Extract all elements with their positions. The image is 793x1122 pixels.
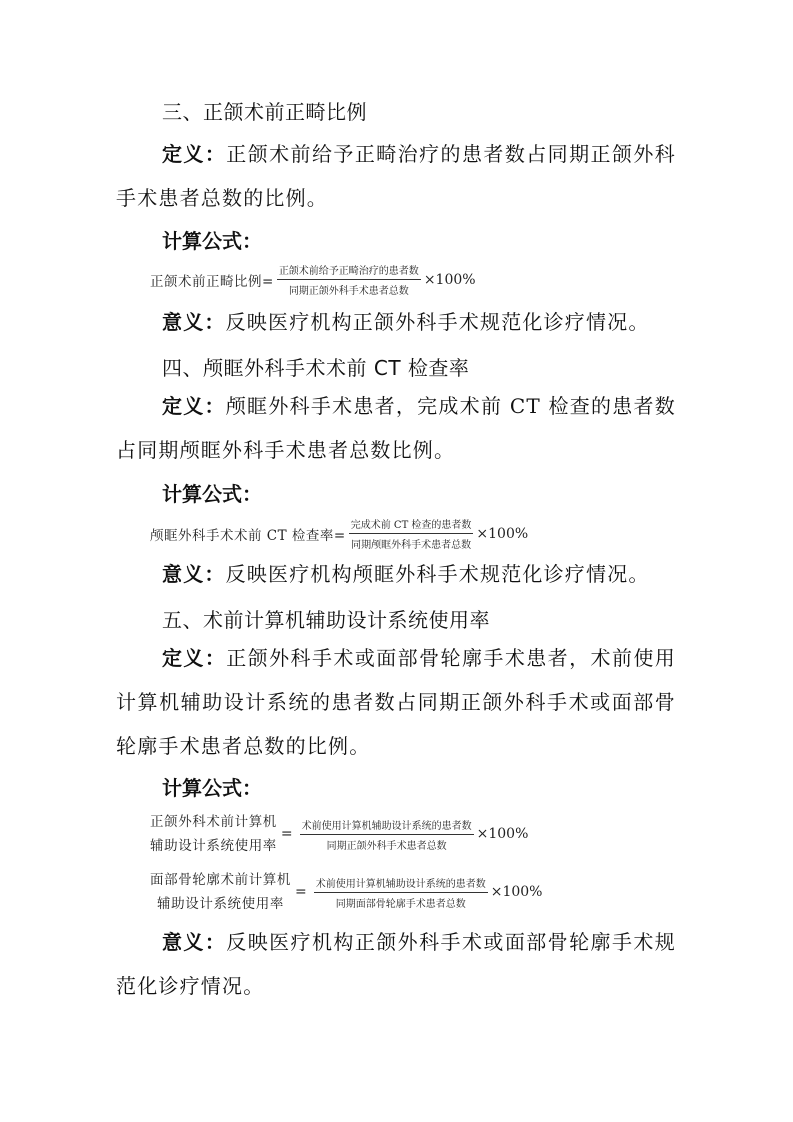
section-5-formula-1 xyxy=(150,810,528,858)
section-4-heading: 四、颅眶外科手术术前 CT 检查率 xyxy=(162,356,470,380)
formula-lhs xyxy=(150,810,277,858)
definition-text: 颅眶外科手术患者，完成术前 CT 检查的患者数占同期颅眶外科手术患者总数比例。 xyxy=(116,394,676,462)
formula-numerator: 正颌术前给予正畸治疗的患者数 xyxy=(277,262,421,280)
formula-lhs-line-2: 辅助设计系统使用率 xyxy=(157,896,284,912)
formula-equals: = xyxy=(295,884,307,900)
significance-label: 意义： xyxy=(162,562,226,586)
formula-lhs-line-1: 面部骨轮廓术前计算机 xyxy=(150,872,291,888)
section-4-significance xyxy=(116,552,676,596)
formula-numerator: 术前使用计算机辅助设计系统的患者数 xyxy=(300,817,474,835)
formula-numerator: 完成术前 CT 检查的患者数 xyxy=(349,516,474,534)
section-4-formula xyxy=(150,516,528,551)
formula-lhs: 颅眶外科手术术前 CT 检查率= xyxy=(150,527,346,544)
formula-fraction xyxy=(277,262,421,297)
formula-fraction xyxy=(314,875,488,910)
formula-fraction xyxy=(300,817,474,852)
section-5-calc-label: 计算公式： xyxy=(162,776,262,800)
section-3-definition xyxy=(116,132,676,220)
significance-text: 反映医疗机构正颌外科手术规范化诊疗情况。 xyxy=(225,310,650,334)
section-5-heading: 五、术前计算机辅助设计系统使用率 xyxy=(162,608,490,632)
section-4-calc-label: 计算公式： xyxy=(162,482,262,506)
formula-numerator: 术前使用计算机辅助设计系统的患者数 xyxy=(314,875,488,893)
formula-denominator: 同期正颌外科手术患者总数 xyxy=(288,286,409,297)
formula-denominator: 同期正颌外科手术患者总数 xyxy=(326,840,447,852)
formula-multiplier: ×100% xyxy=(476,525,529,542)
section-5-definition xyxy=(116,636,676,768)
section-5-formula-2 xyxy=(150,868,543,916)
formula-equals: = xyxy=(280,826,293,842)
section-5-significance xyxy=(116,920,676,1008)
formula-lhs-line-1: 正颌外科术前计算机 xyxy=(150,814,277,830)
formula-lhs: 正颌术前正畸比例= xyxy=(150,273,274,290)
significance-label: 意义： xyxy=(162,310,226,334)
section-3-calc-label: 计算公式： xyxy=(162,229,262,253)
formula-multiplier: ×100% xyxy=(476,826,529,842)
section-4-definition xyxy=(116,384,676,472)
significance-text: 反映医疗机构正颌外科手术或面部骨轮廓手术规范化诊疗情况。 xyxy=(116,930,676,998)
section-3-heading: 三、正颌术前正畸比例 xyxy=(162,100,367,124)
definition-text: 正颌外科手术或面部骨轮廓手术患者，术前使用计算机辅助设计系统的患者数占同期正颌外科手术或面部骨轮廓手术患者总数的比例。 xyxy=(116,646,676,758)
definition-label: 定义： xyxy=(162,142,227,166)
section-3-formula xyxy=(150,262,476,297)
formula-lhs xyxy=(150,868,291,916)
formula-lhs-line-2: 辅助设计系统使用率 xyxy=(150,838,277,854)
formula-denominator: 同期颅眶外科手术患者总数 xyxy=(351,540,472,551)
formula-multiplier: ×100% xyxy=(423,271,476,288)
significance-label: 意义： xyxy=(162,930,227,954)
significance-text: 反映医疗机构颅眶外科手术规范化诊疗情况。 xyxy=(225,562,650,586)
formula-denominator: 同期面部骨轮廓手术患者总数 xyxy=(335,898,466,910)
formula-fraction xyxy=(349,516,474,551)
formula-multiplier: ×100% xyxy=(490,884,543,900)
section-3-significance xyxy=(116,300,676,344)
definition-text: 正颌术前给予正畸治疗的患者数占同期正颌外科手术患者总数的比例。 xyxy=(116,142,676,210)
definition-label: 定义： xyxy=(162,394,226,418)
definition-label: 定义： xyxy=(162,646,227,670)
